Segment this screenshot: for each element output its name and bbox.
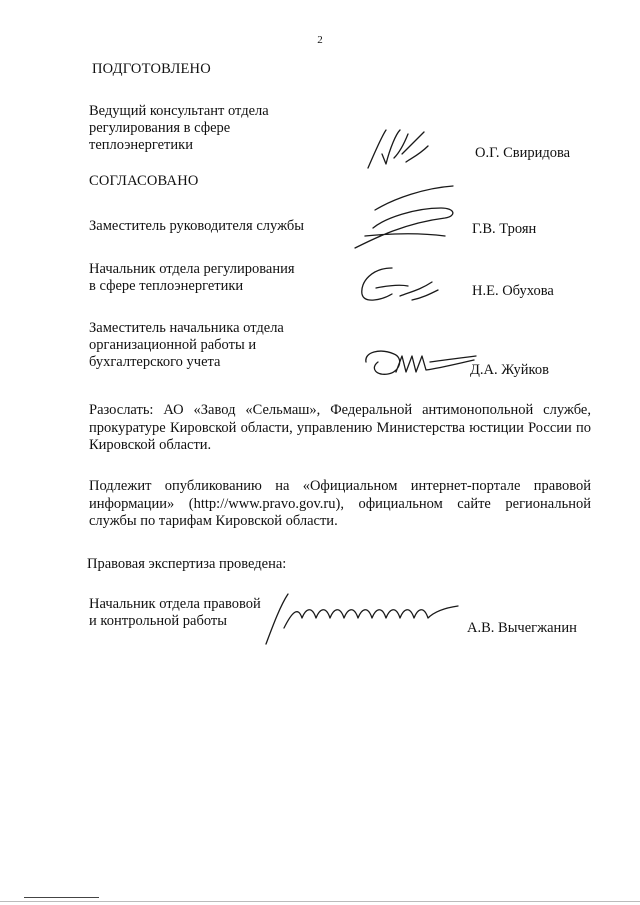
signature-troyan xyxy=(345,178,465,258)
signer-2-position-line-1: Начальник отдела регулирования xyxy=(89,261,295,277)
signer-2-name: Н.Е. Обухова xyxy=(472,283,554,299)
prepared-position-line-1: Ведущий консультант отдела xyxy=(89,103,269,119)
signature-vychegzhanin xyxy=(258,588,468,648)
signer-2-position-line-2: в сфере теплоэнергетики xyxy=(89,278,244,294)
signer-3-position-line-2: организационной работы и xyxy=(89,337,257,353)
signer-3-position-line-1: Заместитель начальника отдела xyxy=(89,320,284,336)
legal-review-position-line-2: и контрольной работы xyxy=(89,613,227,629)
prepared-name: О.Г. Свиридова xyxy=(475,145,571,161)
page-number: 2 xyxy=(317,34,323,46)
footer-rule xyxy=(24,897,99,898)
signature-zhuikov xyxy=(360,342,480,382)
publication-paragraph: Подлежит опубликованию на «Официальном интернет-портале правовой информации» (http://www.pravo.gov.ru), официальном сайте региональной службы по тарифам Кировской области. xyxy=(89,478,591,529)
distribution-paragraph: Разослать: АО «Завод «Сельмаш», Федеральной антимонопольной службе, прокуратуре Кировской области, управлению Министерства юстиции России по Кировской области. xyxy=(89,402,591,453)
legal-review-position-line-1: Начальник отдела правовой xyxy=(89,596,261,612)
prepared-position-line-3: теплоэнергетики xyxy=(89,137,193,153)
signer-1-position-line-1: Заместитель руководителя службы xyxy=(89,218,305,234)
page-bottom-edge xyxy=(0,901,640,902)
legal-review-text: Правовая экспертиза проведена: xyxy=(87,556,287,572)
signer-1-name: Г.В. Троян xyxy=(472,221,537,237)
signature-obukhova xyxy=(352,262,442,307)
signer-3-name: Д.А. Жуйков xyxy=(470,362,549,378)
approved-heading: СОГЛАСОВАНО xyxy=(89,173,199,189)
signature-sviridova xyxy=(362,124,437,174)
signer-3-position-line-3: бухгалтерского учета xyxy=(89,354,221,370)
legal-review-name: А.В. Вычегжанин xyxy=(467,620,577,636)
prepared-position-line-2: регулирования в сфере xyxy=(89,120,231,136)
prepared-heading: ПОДГОТОВЛЕНО xyxy=(92,61,211,77)
